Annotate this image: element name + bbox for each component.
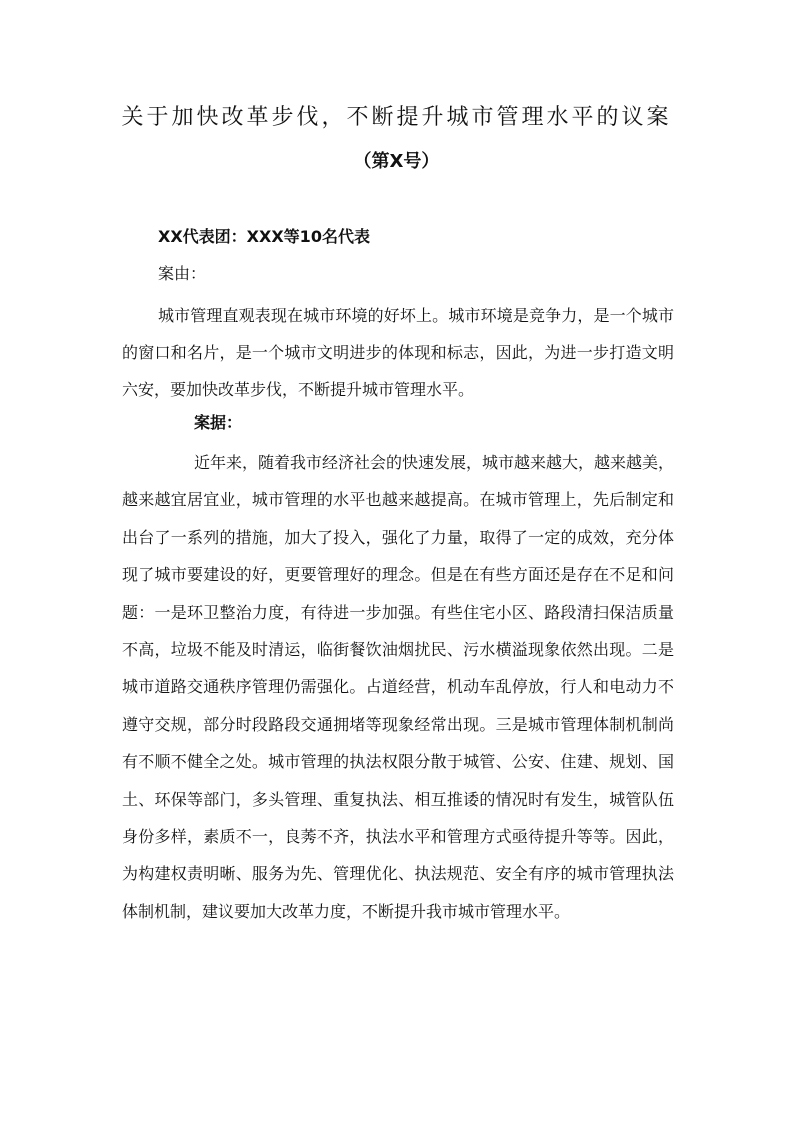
reason-label: 案由： <box>158 264 207 283</box>
document-number: （第X号） <box>353 151 440 172</box>
document-title: 关于加快改革步伐，不断提升城市管理水平的议案 <box>121 105 672 130</box>
reason-paragraph: 城市管理直观表现在城市环境的好坏上。城市环境是竞争力，是一个城市的窗口和名片，是一个城市文明进步的体现和标志，因此，为进一步打造文明六安，要加快改革步伐，不断提升城市管理水平。 <box>122 306 674 399</box>
basis-paragraph: 近年来，随着我市经济社会的快速发展，城市越来越大，越来越美，越来越宜居宜业，城市管理的水平也越来越提高。在城市管理上，先后制定和出台了一系列的措施，加大了投入，强化了力量，取得了一定的成效，充分体现了城市要建设的好，更要管理好的理念。但是在有些方面还是存在不足和问题：一是环卫整治力度，有待进一步加强。有些住宅小区、路段清扫保洁质量不高，垃圾不能及时清运，临街餐饮油烟扰民、污水横溢现象依然出现。二是城市道路交通秩序管理仍需强化。占道经营，机动车乱停放，行人和电动力不遵守交规，部分时段路段交通拥堵等现象经常出现。三是城市管理体制机制尚有不顺不健全之处。城市管理的执法权限分散于城管、公安、住建、规划、国土、环保等部门，多头管理、重复执法、相互推诿的情况时有发生，城管队伍身份多样，素质不一，良莠不齐，执法水平和管理方式亟待提升等等。因此，为构建权责明晰、服务为先、管理优化、执法规范、安全有序的城市管理执法体制机制，建议要加大改革力度，不断提升我市城市管理水平。 <box>122 453 675 921</box>
delegation-line: XX代表团：XXX等10名代表 <box>158 227 370 246</box>
basis-label: 案据： <box>194 413 243 432</box>
